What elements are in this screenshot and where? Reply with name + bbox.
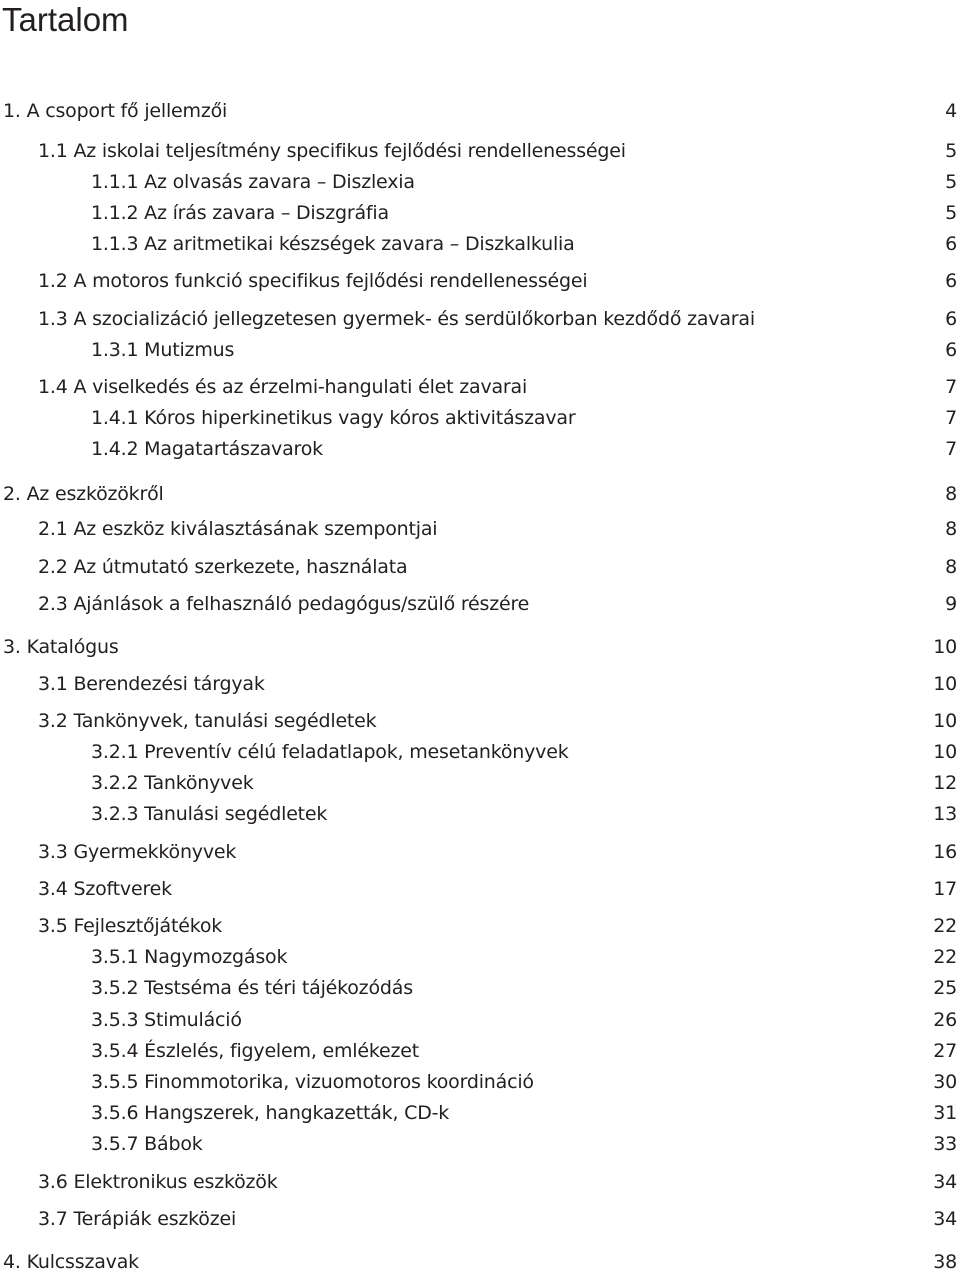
toc-entry-label: 1.1.2 Az írás zavara – Diszgráfia: [91, 202, 389, 224]
toc-entry: [0, 943, 960, 971]
toc-entry: [0, 670, 960, 698]
toc-entry-page-number: 31: [933, 1102, 957, 1124]
toc-entry-page-number: 5: [945, 202, 957, 224]
toc-entry-label: 3.5.7 Bábok: [91, 1133, 203, 1155]
toc-entry-label: 1.1.1 Az olvasás zavara – Diszlexia: [91, 171, 415, 193]
toc-entry-page-number: 10: [933, 636, 957, 658]
toc-entry-label: 1. A csoport fő jellemzői: [3, 100, 228, 122]
toc-entry-label: 1.1.3 Az aritmetikai készségek zavara – Diszkalkulia: [91, 233, 575, 255]
toc-entry-page-number: 6: [945, 233, 957, 255]
toc-entry-page-number: 12: [933, 772, 957, 794]
toc-entry-label: 3.2.1 Preventív célú feladatlapok, mesetankönyvek: [91, 741, 569, 763]
toc-entry: [0, 137, 960, 165]
toc-entry-label: 3. Katalógus: [3, 636, 119, 658]
toc-entry: [0, 336, 960, 364]
toc-entry: [0, 590, 960, 618]
toc-entry-page-number: 38: [933, 1251, 957, 1273]
toc-entry-page-number: 7: [945, 438, 957, 460]
toc-entry-label: 3.7 Terápiák eszközei: [38, 1208, 237, 1230]
toc-entry: [0, 305, 960, 333]
toc-entry-page-number: 13: [933, 803, 957, 825]
toc-entry-label: 3.5.1 Nagymozgások: [91, 946, 288, 968]
toc-entry: [0, 1037, 960, 1065]
toc-entry-page-number: 5: [945, 140, 957, 162]
toc-entry-label: 3.5.3 Stimuláció: [91, 1009, 242, 1031]
toc-entry-page-number: 22: [933, 946, 957, 968]
toc-entry-label: 3.2.2 Tankönyvek: [91, 772, 254, 794]
toc-entry: [0, 707, 960, 735]
toc-entry-page-number: 6: [945, 270, 957, 292]
toc-entry: [0, 800, 960, 828]
toc-entry-page-number: 7: [945, 376, 957, 398]
toc-entry-page-number: 10: [933, 710, 957, 732]
toc-entry-page-number: 34: [933, 1171, 957, 1193]
toc-entry-label: 3.5 Fejlesztőjátékok: [38, 915, 223, 937]
toc-entry: [0, 1068, 960, 1096]
toc-entry-label: 3.5.2 Testséma és téri tájékozódás: [91, 977, 413, 999]
toc-entry: [0, 1130, 960, 1158]
toc-entry-page-number: 9: [945, 593, 957, 615]
toc-entry: [0, 435, 960, 463]
toc-entry-label: 3.2.3 Tanulási segédletek: [91, 803, 328, 825]
toc-entry: [0, 974, 960, 1002]
toc-entry-page-number: 16: [933, 841, 957, 863]
toc-entry: [0, 1205, 960, 1233]
toc-entry-label: 1.4 A viselkedés és az érzelmi-hangulati élet zavarai: [38, 376, 528, 398]
toc-entry-page-number: 25: [933, 977, 957, 999]
toc-entry: [0, 404, 960, 432]
toc-entry: [0, 1168, 960, 1196]
toc-entry-page-number: 4: [945, 100, 957, 122]
toc-entry-label: 1.3 A szocializáció jellegzetesen gyermek- és serdülőkorban kezdődő zavarai: [38, 308, 755, 330]
toc-entry-page-number: 30: [933, 1071, 957, 1093]
toc-entry-label: 2.1 Az eszköz kiválasztásának szempontjai: [38, 518, 438, 540]
toc-entry: [0, 633, 960, 661]
toc-entry-label: 1.4.2 Magatartászavarok: [91, 438, 323, 460]
toc-entry: [0, 515, 960, 543]
toc-entry-page-number: 6: [945, 308, 957, 330]
toc-entry-page-number: 26: [933, 1009, 957, 1031]
toc-entry: [0, 1006, 960, 1034]
toc-entry-label: 3.5.5 Finommotorika, vizuomotoros koordináció: [91, 1071, 534, 1093]
toc-entry: [0, 553, 960, 581]
toc-entry-page-number: 34: [933, 1208, 957, 1230]
toc-entry-label: 3.2 Tankönyvek, tanulási segédletek: [38, 710, 377, 732]
toc-entry: [0, 480, 960, 508]
toc-entry-page-number: 17: [933, 878, 957, 900]
toc-entry-label: 3.1 Berendezési tárgyak: [38, 673, 265, 695]
page-title: Tartalom: [2, 1, 129, 38]
toc-entry: [0, 838, 960, 866]
toc-entry-page-number: 5: [945, 171, 957, 193]
toc-entry-page-number: 10: [933, 673, 957, 695]
toc-entry: [0, 769, 960, 797]
toc-entry-page-number: 27: [933, 1040, 957, 1062]
toc-entry-label: 2. Az eszközökről: [3, 483, 164, 505]
toc-entry-label: 1.4.1 Kóros hiperkinetikus vagy kóros aktivitászavar: [91, 407, 576, 429]
toc-entry-label: 1.1 Az iskolai teljesítmény specifikus fejlődési rendellenességei: [38, 140, 626, 162]
toc-entry-page-number: 8: [945, 518, 957, 540]
toc-entry-page-number: 7: [945, 407, 957, 429]
toc-entry-label: 3.3 Gyermekkönyvek: [38, 841, 237, 863]
toc-entry-page-number: 6: [945, 339, 957, 361]
toc-entry-label: 4. Kulcsszavak: [3, 1251, 139, 1273]
toc-entry: [0, 230, 960, 258]
toc-entry-page-number: 33: [933, 1133, 957, 1155]
toc-entry-page-number: 8: [945, 483, 957, 505]
toc-entry: [0, 267, 960, 295]
toc-entry: [0, 97, 960, 125]
toc-entry: [0, 738, 960, 766]
toc-entry-label: 3.6 Elektronikus eszközök: [38, 1171, 278, 1193]
toc-entry-page-number: 8: [945, 556, 957, 578]
toc-entry-label: 2.3 Ajánlások a felhasználó pedagógus/szülő részére: [38, 593, 530, 615]
toc-entry-label: 2.2 Az útmutató szerkezete, használata: [38, 556, 408, 578]
toc-entry-label: 3.4 Szoftverek: [38, 878, 172, 900]
toc-entry: [0, 875, 960, 903]
toc-entry: [0, 373, 960, 401]
toc-entry: [0, 199, 960, 227]
toc-entry-label: 3.5.6 Hangszerek, hangkazetták, CD-k: [91, 1102, 450, 1124]
toc-entry: [0, 912, 960, 940]
toc-entry: [0, 1099, 960, 1127]
toc-entry-label: 3.5.4 Észlelés, figyelem, emlékezet: [91, 1040, 419, 1062]
toc-entry-label: 1.3.1 Mutizmus: [91, 339, 235, 361]
toc-entry: [0, 168, 960, 196]
toc-entry-label: 1.2 A motoros funkció specifikus fejlődési rendellenességei: [38, 270, 588, 292]
toc-entry-page-number: 22: [933, 915, 957, 937]
toc-entry-page-number: 10: [933, 741, 957, 763]
